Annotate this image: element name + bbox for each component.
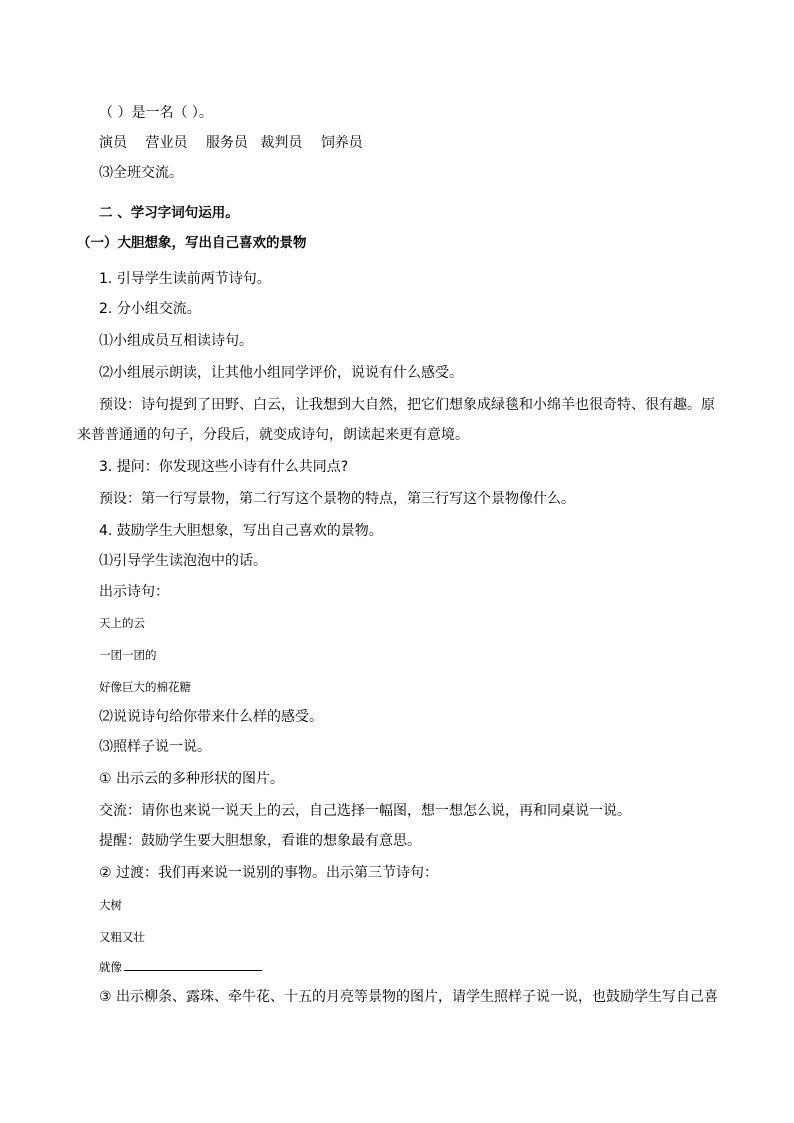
step-2-1: ⑴小组成员互相读诗句。	[99, 333, 253, 349]
poem-1-line-3: 好像巨大的棉花糖	[99, 680, 191, 694]
step-2-2: ⑵小组展示朗读，让其他小组同学评价，说说有什么感受。	[99, 365, 463, 381]
step-1: 1. 引导学生读前两节诗句。	[99, 271, 271, 287]
show-poem-label: 出示诗句：	[99, 584, 169, 600]
subsection-heading-1: （一）大胆想象，写出自己喜欢的景物	[77, 235, 307, 251]
poem-1-line-1: 天上的云	[99, 616, 145, 630]
option-actor: 演员	[99, 135, 127, 151]
preset-1-line-1: 预设：诗句提到了田野、白云，让我想到大自然，把它们想象成绿毯和小绵羊也很奇特、很有趣。原	[99, 397, 715, 413]
poem-2-line-3	[99, 958, 262, 976]
step-4: 4. 鼓励学生大胆想象，写出自己喜欢的景物。	[99, 523, 383, 539]
section-heading-2: 二 、学习字词句运用。	[99, 205, 239, 221]
option-referee: 裁判员	[260, 135, 303, 151]
fill-blank-sentence: （ ）是一名（ ）。	[99, 105, 213, 121]
fill-in-blank-line	[124, 958, 262, 971]
preset-2: 预设：第一行写景物，第二行写这个景物的特点，第三行写这个景物像什么。	[99, 491, 575, 507]
step-4-1: ⑴引导学生读泡泡中的话。	[99, 553, 267, 569]
step-4-2: ⑵说说诗句给你带来什么样的感受。	[99, 709, 323, 725]
option-waiter: 服务员	[205, 135, 248, 151]
step-2: 2. 分小组交流。	[99, 301, 201, 317]
reminder-note: 提醒：鼓励学生要大胆想象，看谁的想象最有意思。	[99, 833, 421, 849]
poem-1-line-2: 一团一团的	[99, 648, 157, 662]
circle-step-2: ② 过渡：我们再来说一说别的事物。出示第三节诗句：	[99, 865, 438, 881]
preset-1-line-2: 来普普通通的句子，分段后，就变成诗句，朗读起来更有意境。	[77, 427, 469, 443]
step-4-3: ⑶照样子说一说。	[99, 739, 211, 755]
exchange-note: 交流：请你也来说一说天上的云，自己选择一幅图，想一想怎么说，再和同桌说一说。	[99, 803, 631, 819]
step-class-exchange: ⑶全班交流。	[99, 165, 183, 181]
poem-2-line-2: 又粗又壮	[99, 930, 145, 944]
occupation-options	[99, 133, 363, 153]
poem-2-line-1: 大树	[99, 898, 122, 912]
option-clerk: 营业员	[145, 135, 188, 151]
poem-2-line-3-text: 就像	[99, 960, 122, 974]
circle-step-3: ③ 出示柳条、露珠、牵牛花、十五的月亮等景物的图片，请学生照样子说一说，也鼓励学生写自己喜	[99, 989, 718, 1005]
option-keeper: 饲养员	[320, 135, 363, 151]
step-3: 3. 提问：你发现这些小诗有什么共同点?	[99, 459, 349, 475]
circle-step-1: ① 出示云的多种形状的图片。	[99, 771, 285, 787]
